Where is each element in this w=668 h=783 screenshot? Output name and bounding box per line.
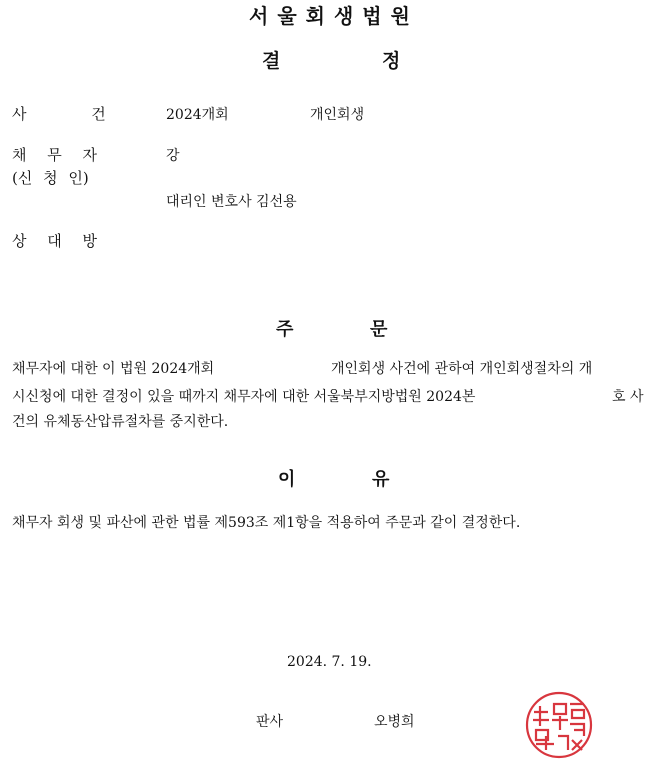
order-line2-a: 시신청에 대한 결정이 있을 때까지 채무자에 대한 서울북부지방법원 2024본: [12, 389, 476, 405]
counterparty-label: 상 대 방: [12, 232, 98, 250]
doc-title-right: 정: [382, 50, 401, 72]
debtor-label: 채 무 자: [12, 146, 98, 164]
judge-title: 판사: [256, 714, 284, 730]
order-line2-b: 호 사: [612, 389, 644, 405]
debtor-name: 강: [166, 148, 180, 164]
case-type: 개인회생: [310, 107, 365, 123]
order-line3: 건의 유체동산압류절차를 중지한다.: [12, 414, 229, 430]
order-line1-b: 개인회생 사건에 관하여 개인회생절차의 개: [331, 361, 593, 377]
reason-heading-left: 이: [278, 469, 296, 490]
applicant-label: (신 청 인): [12, 169, 89, 187]
case-number: 2024개회: [166, 107, 229, 123]
reason-text: 채무자 회생 및 파산에 관한 법률 제593조 제1항을 적용하여 주문과 같이 결정한다.: [12, 515, 521, 531]
doc-title-left: 결: [262, 50, 281, 72]
agent-name: 대리인 변호사 김선용: [166, 194, 297, 210]
order-heading-right: 문: [370, 319, 388, 340]
court-name: 서울회생법원: [249, 4, 419, 28]
order-heading-left: 주: [276, 319, 294, 340]
decision-date: 2024. 7. 19.: [287, 654, 372, 670]
judge-name: 오병희: [374, 714, 415, 730]
reason-heading-right: 유: [372, 469, 390, 490]
order-line1-a: 채무자에 대한 이 법원 2024개회: [12, 361, 215, 377]
judge-seal-stamp: [524, 690, 594, 760]
case-label: 사 건: [12, 105, 106, 123]
